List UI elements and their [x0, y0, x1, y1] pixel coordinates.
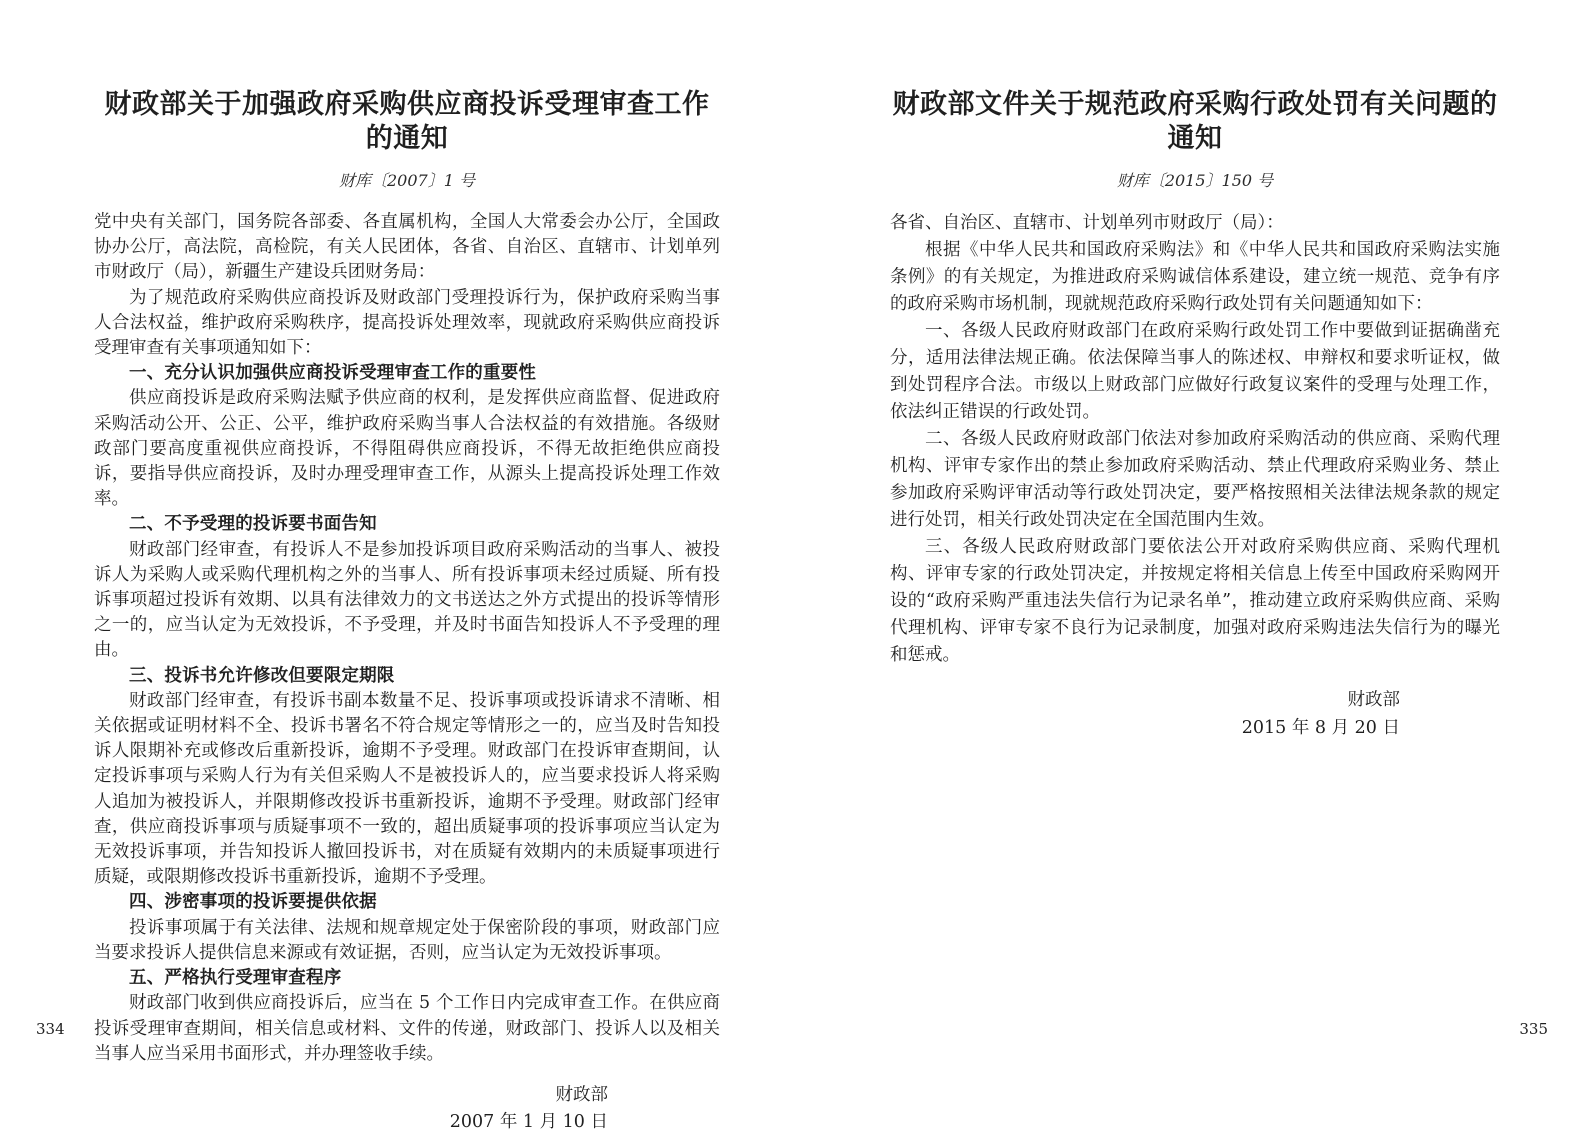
page-right [890, 0, 1500, 742]
section-heading: 三、投诉书允许修改但要限定期限 [129, 665, 395, 686]
section-heading: 一、充分认识加强供应商投诉受理审查工作的重要性 [129, 363, 537, 384]
salutation: 各省、自治区、直辖市、计划单列市财政厅（局）： [890, 213, 1284, 233]
numbered-paragraph: 三、各级人民政府财政部门要依法公开对政府采购供应商、采购代理机构、评审专家的行政处罚决定，并按规定将相关信息上传至中国政府采购网开设的“政府采购严重违法失信行为记录名单”，推动建立政府采购供应商、采购代理机构、评审专家不良行为记录制度，加强对政府采购违法失信行为的曝光和惩戒。 [890, 537, 1500, 665]
section-heading: 四、涉密事项的投诉要提供依据 [129, 892, 377, 913]
document-number: 财库〔2007〕1 号 [339, 171, 475, 190]
page-number-right: 335 [1519, 1020, 1548, 1038]
salutation: 党中央有关部门，国务院各部委、各直属机构，全国人大常委会办公厅，全国政协办公厅，高法院，高检院，有关人民团体，各省、自治区、直辖市、计划单列市财政厅（局），新疆生产建设兵团财务局： [94, 212, 720, 283]
document-body [94, 210, 720, 1067]
intro-paragraph: 根据《中华人民共和国政府采购法》和《中华人民共和国政府采购法实施条例》的有关规定，为推进政府采购诚信体系建设，建立统一规范、竞争有序的政府采购市场机制，现就规范政府采购行政处罚有关问题通知如下： [890, 240, 1500, 314]
signature-org: 财政部 [555, 1084, 608, 1105]
section-body: 投诉事项属于有关法律、法规和规章规定处于保密阶段的事项，财政部门应当要求投诉人提供信息来源或有效证据，否则，应当认定为无效投诉事项。 [94, 917, 720, 963]
document-number: 财库〔2015〕150 号 [1116, 171, 1274, 190]
page-title: 财政部关于加强政府采购供应商投诉受理审查工作的通知 [104, 89, 710, 154]
page-number-left: 334 [36, 1020, 65, 1038]
page-title: 财政部文件关于规范政府采购行政处罚有关问题的通知 [892, 89, 1498, 154]
section-body: 供应商投诉是政府采购法赋予供应商的权利，是发挥供应商监督、促进政府采购活动公开、公正、公平，维护政府采购当事人合法权益的有效措施。各级财政部门要高度重视供应商投诉，不得阻碍供应商投诉，不得无故拒绝供应商投诉，要指导供应商投诉，及时办理受理审查工作，从源头上提高投诉处理工作效率。 [94, 388, 720, 510]
signature-block [890, 687, 1500, 742]
section-heading: 五、严格执行受理审查程序 [129, 968, 342, 989]
page-left [94, 0, 720, 1137]
intro-paragraph: 为了规范政府采购供应商投诉及财政部门受理投诉行为，保护政府采购当事人合法权益，维护政府采购秩序，提高投诉处理效率，现就政府采购供应商投诉受理审查有关事项通知如下： [94, 287, 720, 359]
signature-date: 2007 年 1 月 10 日 [449, 1112, 608, 1133]
numbered-paragraph: 一、各级人民政府财政部门在政府采购行政处罚工作中要做到证据确凿充分，适用法律法规正确。依法保障当事人的陈述权、申辩权和要求听证权，做到处罚程序合法。市级以上财政部门应做好行政复议案件的受理与处理工作，依法纠正错误的行政处罚。 [890, 321, 1500, 422]
section-body: 财政部门收到供应商投诉后，应当在 5 个工作日内完成审查工作。在供应商投诉受理审查期间，相关信息或材料、文件的传递，财政部门、投诉人以及相关当事人应当采用书面形式，并办理签收手续。 [94, 993, 720, 1064]
signature-date: 2015 年 8 月 20 日 [1241, 717, 1400, 738]
section-body: 财政部门经审查，有投诉人不是参加投诉项目政府采购活动的当事人、被投诉人为采购人或采购代理机构之外的当事人、所有投诉事项未经过质疑、所有投诉事项超过投诉有效期、以具有法律效力的文书送达之外方式提出的投诉等情形之一的，应当认定为无效投诉，不予受理，并及时书面告知投诉人不予受理的理由。 [94, 539, 720, 661]
section-heading: 二、不予受理的投诉要书面告知 [129, 514, 377, 535]
signature-org: 财政部 [1347, 690, 1400, 710]
numbered-paragraph: 二、各级人民政府财政部门依法对参加政府采购活动的供应商、采购代理机构、评审专家作出的禁止参加政府采购活动、禁止代理政府采购业务、禁止参加政府采购评审活动等行政处罚决定，要严格按照相关法律法规条款的规定进行处罚，相关行政处罚决定在全国范围内生效。 [890, 429, 1500, 530]
section-body: 财政部门经审查，有投诉书副本数量不足、投诉事项或投诉请求不清晰、相关依据或证明材料不全、投诉书署名不符合规定等情形之一的，应当及时告知投诉人限期补充或修改后重新投诉，逾期不予受理。财政部门在投诉审查期间，认定投诉事项与采购人行为有关但采购人不是被投诉人的，应当要求投诉人将采购人追加为被投诉人，并限期修改投诉书重新投诉，逾期不予受理。财政部门经审查，供应商投诉事项与质疑事项不一致的，超出质疑事项的投诉事项应当认定为无效投诉事项，并告知投诉人撤回投诉书，对在质疑有效期内的未质疑事项进行质疑，或限期修改投诉书重新投诉，逾期不予受理。 [94, 690, 720, 888]
signature-block [94, 1082, 720, 1137]
document-body [890, 210, 1500, 669]
